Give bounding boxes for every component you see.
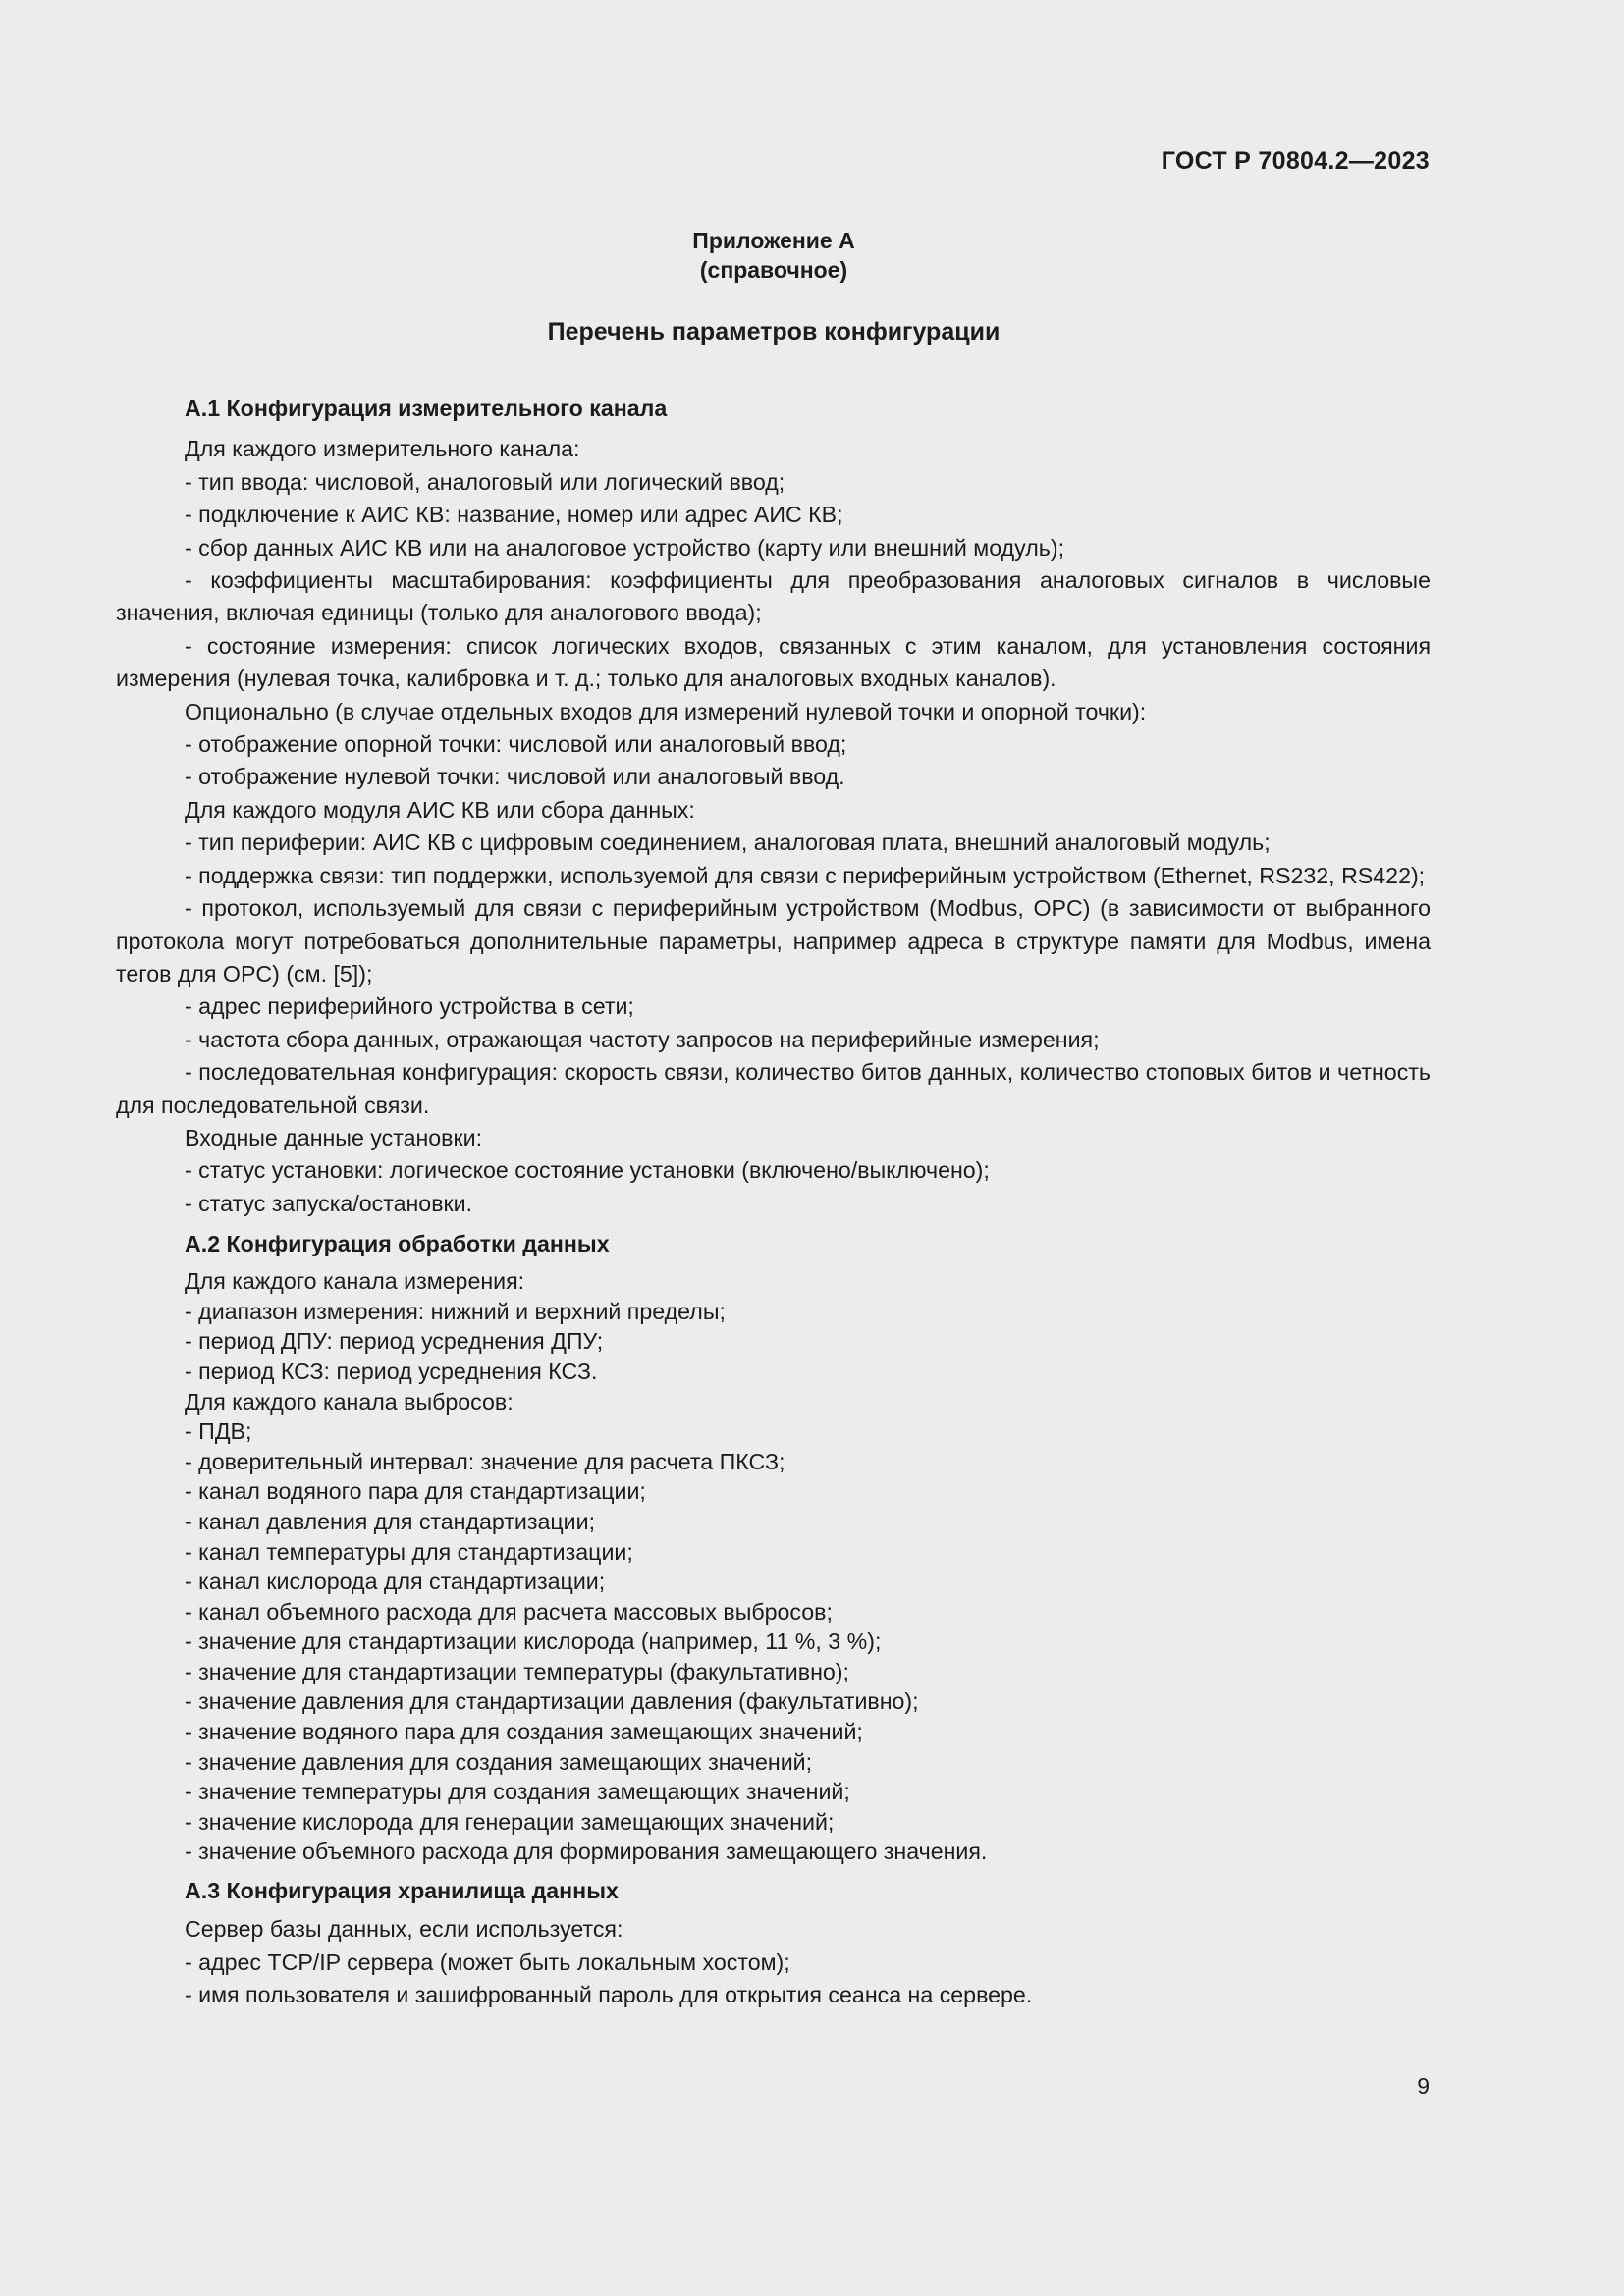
document-code: ГОСТ Р 70804.2—2023 bbox=[1161, 147, 1430, 175]
list-item: - подключение к АИС КВ: название, номер или адрес АИС КВ; bbox=[185, 502, 843, 528]
paragraph: Для каждого канала выбросов: bbox=[185, 1388, 514, 1415]
list-item: - отображение опорной точки: числовой или аналоговый ввод; bbox=[185, 731, 847, 758]
list-item: - канал объемного расхода для расчета массовых выбросов; bbox=[185, 1598, 833, 1625]
list-item: - отображение нулевой точки: числовой или аналоговый ввод. bbox=[185, 764, 845, 790]
appendix-subtitle: (справочное) bbox=[699, 257, 848, 283]
list-item: - канал температуры для стандартизации; bbox=[185, 1538, 633, 1565]
list-item: - значение давления для создания замещающих значений; bbox=[185, 1748, 813, 1775]
paragraph: Сервер базы данных, если используется: bbox=[185, 1916, 623, 1943]
list-item: - протокол, используемый для связи с периферийным устройством (Modbus, OPC) (в зависимости от выбранного протокола могут потребоваться дополнительные параметры, например адреса в структуре памяти для Modbus, имена тегов для OPC) (см. [5]); bbox=[116, 895, 1431, 987]
list-item: - канал давления для стандартизации; bbox=[185, 1508, 596, 1534]
list-item: - частота сбора данных, отражающая частоту запросов на периферийные измерения; bbox=[185, 1026, 1100, 1052]
section-heading: А.1 Конфигурация измерительного канала bbox=[185, 396, 668, 421]
section-a2 bbox=[116, 1228, 1431, 1867]
list-item: - период ДПУ: период усреднения ДПУ; bbox=[185, 1328, 604, 1355]
document-body bbox=[116, 393, 1431, 2012]
section-a1 bbox=[116, 393, 1431, 1220]
list-item: - канал кислорода для стандартизации; bbox=[185, 1569, 606, 1595]
list-item: - тип периферии: АИС КВ с цифровым соединением, аналоговая плата, внешний аналоговый модуль; bbox=[185, 829, 1271, 856]
list-item: - значение для стандартизации температуры (факультативно); bbox=[185, 1658, 849, 1684]
list-item: - значение водяного пара для создания замещающих значений; bbox=[185, 1719, 863, 1745]
section-a3 bbox=[116, 1875, 1431, 2012]
paragraph: Для каждого измерительного канала: bbox=[185, 436, 580, 462]
list-item: - диапазон измерения: нижний и верхний пределы; bbox=[185, 1298, 726, 1324]
list-item: - канал водяного пара для стандартизации; bbox=[185, 1478, 646, 1505]
main-title: Перечень параметров конфигурации bbox=[547, 318, 1001, 346]
appendix-title: Приложение А bbox=[692, 228, 855, 253]
paragraph: Для каждого канала измерения: bbox=[185, 1268, 525, 1295]
list-item: - статус запуска/остановки. bbox=[185, 1190, 473, 1216]
paragraph: Опционально (в случае отдельных входов для измерений нулевой точки и опорной точки): bbox=[185, 698, 1147, 724]
paragraph: Для каждого модуля АИС КВ или сбора данных: bbox=[185, 796, 695, 823]
list-item: - значение кислорода для генерации замещающих значений; bbox=[185, 1808, 835, 1835]
appendix-header bbox=[0, 226, 1547, 285]
section-heading: А.2 Конфигурация обработки данных bbox=[185, 1231, 610, 1257]
list-item: - ПДВ; bbox=[185, 1418, 252, 1445]
list-item: - имя пользователя и зашифрованный пароль для открытия сеанса на сервере. bbox=[185, 1982, 1033, 2008]
list-item: - коэффициенты масштабирования: коэффициенты для преобразования аналоговых сигналов в числовые значения, включая единицы (только для аналогового ввода); bbox=[116, 567, 1431, 626]
list-item: - сбор данных АИС КВ или на аналоговое устройство (карту или внешний модуль); bbox=[185, 534, 1065, 561]
page-number: 9 bbox=[1417, 2073, 1430, 2099]
list-item: - значение температуры для создания замещающих значений; bbox=[185, 1779, 850, 1805]
list-item: - доверительный интервал: значение для расчета ПКСЗ; bbox=[185, 1448, 785, 1474]
list-item: - значение объемного расхода для формирования замещающего значения. bbox=[185, 1839, 988, 1865]
list-item: - период КСЗ: период усреднения КСЗ. bbox=[185, 1358, 598, 1384]
section-heading: А.3 Конфигурация хранилища данных bbox=[185, 1878, 619, 1904]
list-item: - адрес TCP/IP сервера (может быть локальным хостом); bbox=[185, 1949, 790, 1975]
list-item: - статус установки: логическое состояние установки (включено/выключено); bbox=[185, 1157, 990, 1184]
list-item: - значение давления для стандартизации давления (факультативно); bbox=[185, 1688, 919, 1715]
list-item: - поддержка связи: тип поддержки, используемой для связи с периферийным устройством (Ethernet, RS232, RS422); bbox=[185, 862, 1426, 888]
list-item: - адрес периферийного устройства в сети; bbox=[185, 993, 634, 1020]
list-item: - состояние измерения: список логических входов, связанных с этим каналом, для установления состояния измерения (нулевая точка, калибровка и т. д.; только для аналоговых входных каналов). bbox=[116, 632, 1431, 692]
paragraph: Входные данные установки: bbox=[185, 1124, 483, 1150]
list-item: - тип ввода: числовой, аналоговый или логический ввод; bbox=[185, 468, 785, 495]
list-item: - последовательная конфигурация: скорость связи, количество битов данных, количество стоповых битов и четность для последовательной связи. bbox=[116, 1059, 1431, 1118]
list-item: - значение для стандартизации кислорода (например, 11 %, 3 %); bbox=[185, 1629, 882, 1655]
